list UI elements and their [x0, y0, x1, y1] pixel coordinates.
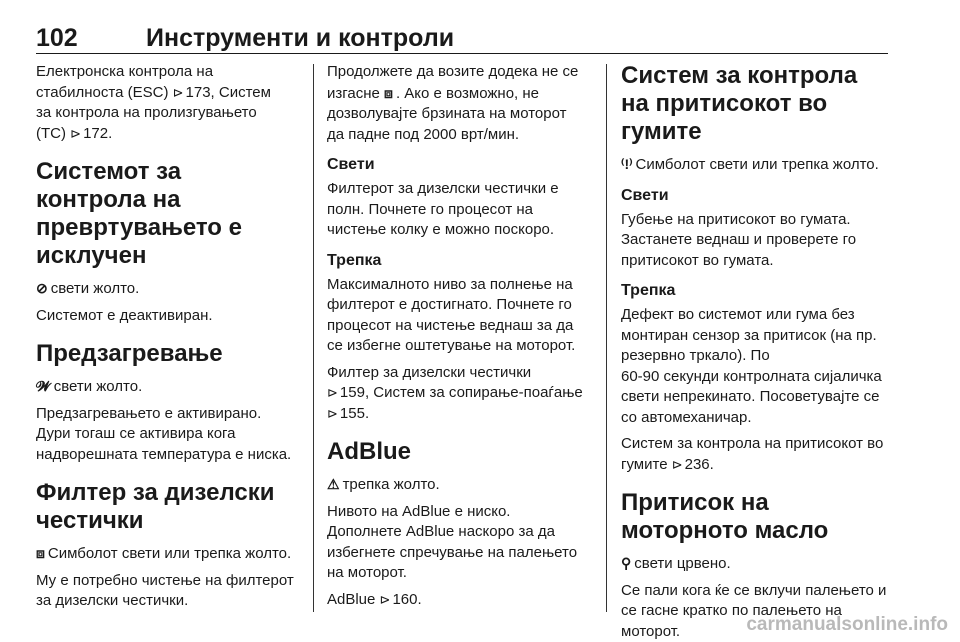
oil-description: Се пали кога ќе се вклучи палењето и се гасне кратко по палењето на моторот.: [621, 581, 887, 640]
column-divider: [606, 64, 607, 612]
adblue-status: ⚠ трепка жолто.: [327, 476, 440, 493]
diesel-particulate-filter-icon: ⧈: [36, 545, 45, 561]
adblue-reference: AdBlue ⊳ 160.: [327, 590, 587, 611]
section-heading-preheat: Предзагревање: [36, 340, 223, 367]
section-heading-oil-pressure: Притисок на моторното масло: [621, 489, 829, 544]
page-ref-link[interactable]: 173: [185, 83, 211, 101]
tpms-lit-description: Губење на притисокот во гумата. Застанете веднаш и проверете го притисокот во гумата.: [621, 210, 857, 269]
dpf-reference-paragraph: Филтер за дизелски честички ⊳ 159, Систем за сопирање-поаѓање ⊳ 155.: [327, 363, 587, 425]
section-heading-dpf: Филтер за дизелски честички: [36, 479, 275, 534]
diesel-particulate-filter-icon: ⧈: [384, 84, 393, 101]
page-ref-link[interactable]: 155: [339, 404, 365, 422]
page-ref-link[interactable]: 172: [83, 124, 109, 142]
dpf-status: ⧈ Симболот свети или трепка жолто.: [36, 545, 292, 562]
oil-pressure-icon: ⚲: [621, 555, 632, 571]
preheat-status: 𝓦 свети жолто.: [36, 378, 143, 395]
preheat-description: Предзагревањето е активирано. Дури тогаш се активира кога надворешната температура е ниска.: [36, 404, 292, 463]
intro-paragraph: Електронска контрола на стабилноста (ESC) ⊳ 173, Систем за контрола на пролизгувањето (TC) ⊳ 172.: [36, 62, 296, 144]
adblue-icon: ⚠: [327, 476, 340, 492]
column-2: [327, 62, 587, 616]
section-heading-adblue: AdBlue: [327, 438, 411, 465]
dpf-continue-paragraph: Продолжете да возите додека не се изгасне ⧈ . Ако е возможно, не дозволувајте брзината на моторот да падне под 2000 врт/мин.: [327, 63, 579, 143]
section-heading-tpms: Систем за контрола на притисокот во гумите: [621, 62, 858, 145]
column-1: [36, 62, 296, 618]
tpms-reference: Систем за контрола на притисокот во гумите ⊳ 236.: [621, 434, 889, 475]
dpf-description: Му е потребно чистење на филтерот за дизелски честички.: [36, 571, 294, 609]
esc-off-status: ⊘ свети жолто.: [36, 280, 140, 297]
oil-status: ⚲ свети црвено.: [621, 555, 731, 572]
section-heading-esc-off: Системот за контрола на превртувањето е исклучен: [36, 158, 242, 269]
glow-plug-icon: 𝓦: [36, 378, 51, 394]
dpf-lit-description: Филтерот за дизелски честички е полн. Почнете го процесот на чистење колку е можно поскоро.: [327, 180, 559, 238]
subheading-blink: Трепка: [327, 251, 382, 269]
ref-arrow-icon: ⊳: [172, 84, 184, 100]
ref-arrow-icon: ⊳: [671, 456, 683, 472]
subheading-lit: Свети: [621, 186, 669, 204]
page-title: Инструменти и контроли: [146, 24, 455, 52]
esc-off-icon: ⊘: [36, 280, 48, 296]
tpms-blink-description-2: 60-90 секунди контролната сијаличка свети непрекинато. Посоветувајте се со автомеханичар.: [621, 367, 882, 426]
tpms-status: ⁽!⁾ Симболот свети или трепка жолто.: [621, 156, 879, 173]
tire-pressure-icon: ⁽!⁾: [621, 156, 633, 172]
watermark: carmanualsonline.info: [746, 614, 948, 635]
ref-arrow-icon: ⊳: [379, 591, 391, 607]
dpf-blink-description: Максималното ниво за полнење на филтерот е достигнато. Почнете го процесот на чистење веднаш за да се избегне оштетување на моторот.: [327, 275, 576, 354]
subheading-lit: Свети: [327, 156, 375, 173]
column-divider: [313, 64, 314, 612]
page-ref-link[interactable]: 159: [339, 384, 365, 401]
adblue-description: Нивото на AdBlue е ниско. Дополнете AdBlue наскоро за да избегнете спречување на палењето на моторот.: [327, 502, 578, 581]
page-header: [36, 14, 888, 54]
ref-arrow-icon: ⊳: [70, 125, 82, 141]
page-ref-link[interactable]: 160: [392, 590, 418, 608]
ref-arrow-icon: ⊳: [327, 405, 338, 421]
esc-off-description: Системот е деактивиран.: [36, 306, 213, 324]
tpms-blink-description-1: Дефект во системот или гума без монтиран сензор за притисок (на пр. резервно тркало). По: [621, 306, 877, 364]
column-3: [621, 62, 889, 642]
subheading-blink: Трепка: [621, 282, 676, 299]
page-ref-link[interactable]: 236: [684, 455, 710, 473]
ref-arrow-icon: ⊳: [327, 385, 338, 400]
page-number: 102: [36, 24, 78, 52]
